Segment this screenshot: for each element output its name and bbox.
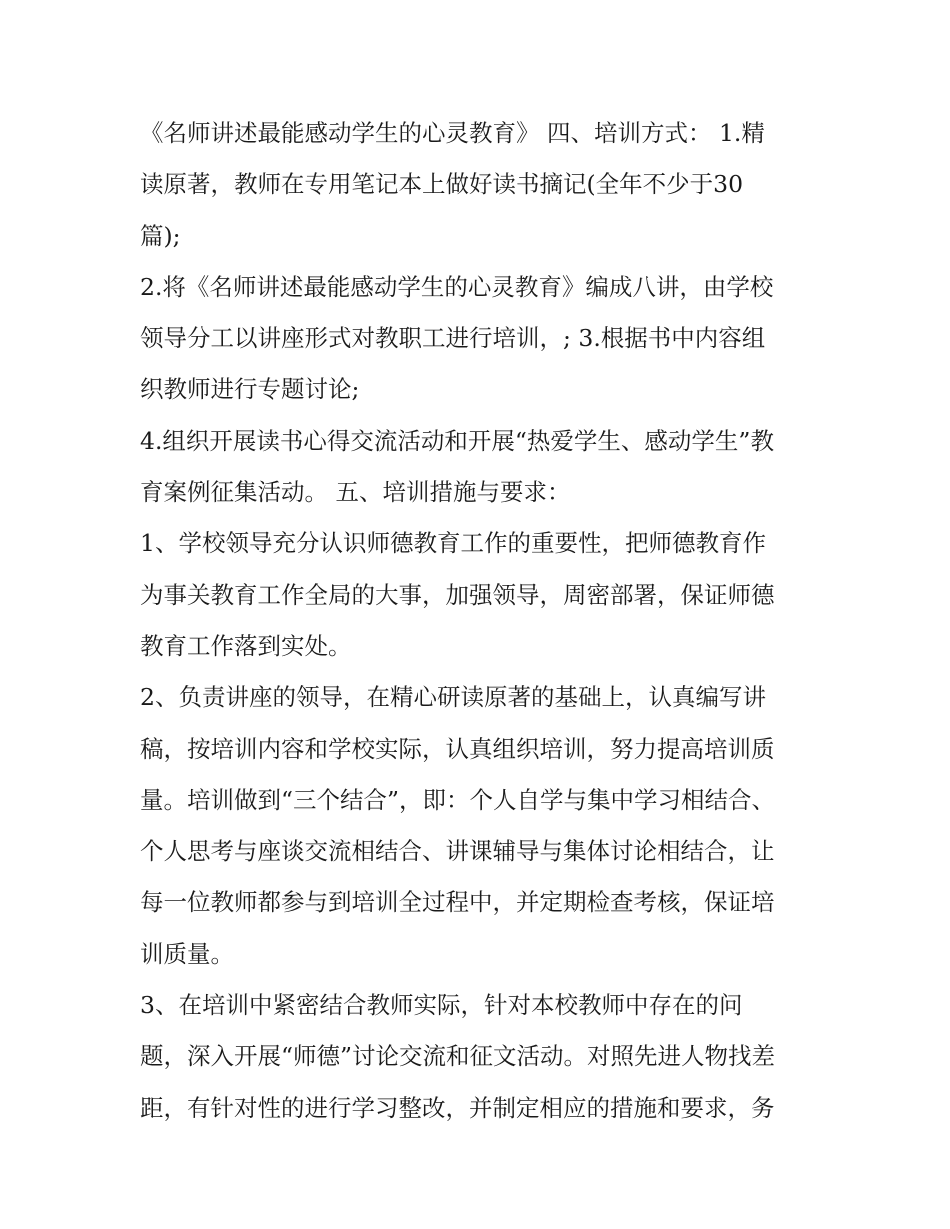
text-line: 为事关教育工作全局的大事，加强领导，周密部署，保证师德 <box>140 580 775 609</box>
text-line: 1、学校领导充分认识师德教育工作的重要性，把师德教育作 <box>140 529 766 558</box>
text-line: 读原著，教师在专用笔记本上做好读书摘记(全年不少于30 <box>140 170 744 199</box>
text-line: 领导分工以讲座形式对教职工进行培训，; 3.根据书中内容组 <box>140 324 766 353</box>
text-line: 题，深入开展“师德”讨论交流和征文活动。对照先进人物找差 <box>140 1042 776 1071</box>
text-line: 训质量。 <box>140 939 234 968</box>
text-line: 篇); <box>140 221 181 250</box>
text-line: 教育工作落到实处。 <box>140 631 352 660</box>
text-line: 稿，按培训内容和学校实际，认真组织培训，努力提高培训质 <box>140 734 775 763</box>
text-line: 每一位教师都参与到培训全过程中，并定期检查考核，保证培 <box>140 888 775 917</box>
text-line: 量。培训做到“三个结合”，即：个人自学与集中学习相结合、 <box>140 785 776 814</box>
text-line: 4.组织开展读书心得交流活动和开展“热爱学生、感动学生”教 <box>140 426 774 455</box>
text-line: 织教师进行专题讨论; <box>140 375 360 404</box>
text-line: 《名师讲述最能感动学生的心灵教育》 四、培训方式： 1.精 <box>140 119 765 147</box>
text-line: 个人思考与座谈交流相结合、讲课辅导与集体讨论相结合，让 <box>140 837 775 866</box>
text-line: 2、负责讲座的领导，在精心研读原著的基础上，认真编写讲 <box>140 683 766 712</box>
text-line: 3、在培训中紧密结合教师实际，针对本校教师中存在的问 <box>140 991 743 1020</box>
document-body <box>140 108 820 1134</box>
text-line: 距，有针对性的进行学习整改，并制定相应的措施和要求，务 <box>140 1093 775 1122</box>
text-line: 2.将《名师讲述最能感动学生的心灵教育》编成八讲，由学校 <box>140 272 774 301</box>
text-line: 育案例征集活动。 五、培训措施与要求： <box>140 478 571 507</box>
